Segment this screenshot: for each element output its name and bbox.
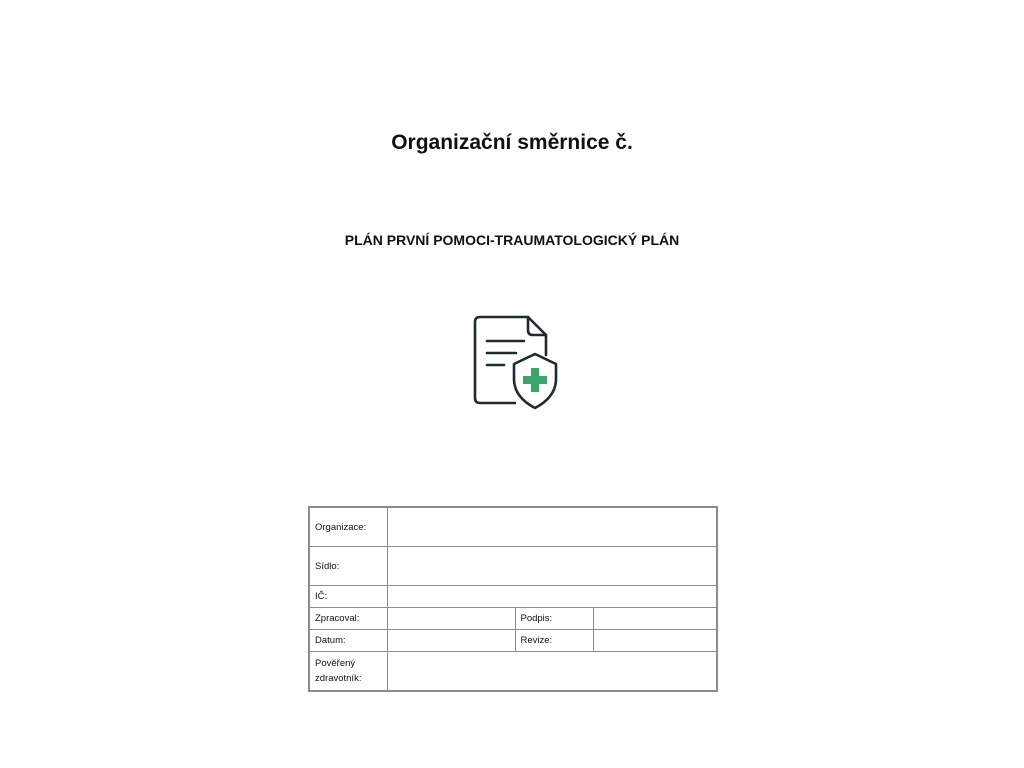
- ic-label: IČ:: [309, 586, 387, 608]
- sidlo-field[interactable]: [387, 547, 717, 586]
- document-title: Organizační směrnice č.: [391, 131, 633, 154]
- table-row-ic: [309, 586, 717, 608]
- ic-field[interactable]: [387, 586, 717, 608]
- povereny-zdravotnik-field[interactable]: [387, 652, 717, 692]
- datum-label: Datum:: [309, 630, 387, 652]
- table-row-datum: [309, 630, 717, 652]
- table-row-organizace: [309, 507, 717, 547]
- organizace-label: Organizace:: [309, 507, 387, 547]
- sidlo-label: Sídlo:: [309, 547, 387, 586]
- organizace-field[interactable]: [387, 507, 717, 547]
- zpracoval-field[interactable]: [387, 608, 515, 630]
- document-subtitle: PLÁN PRVNÍ POMOCI-TRAUMATOLOGICKÝ PLÁN: [344, 232, 680, 248]
- organization-info-table: [308, 506, 718, 692]
- povereny-label-line1: Pověřený: [315, 658, 356, 669]
- document-shield-medical-cross-icon: [470, 313, 562, 411]
- revize-label: Revize:: [515, 630, 593, 652]
- povereny-label-line2: zdravotník:: [315, 673, 362, 684]
- datum-field[interactable]: [387, 630, 515, 652]
- povereny-zdravotnik-label: [309, 652, 387, 692]
- table-row-povereny-zdravotnik: [309, 652, 717, 692]
- table-row-sidlo: [309, 547, 717, 586]
- revize-field[interactable]: [593, 630, 717, 652]
- podpis-label: Podpis:: [515, 608, 593, 630]
- podpis-field[interactable]: [593, 608, 717, 630]
- table-row-zpracoval: [309, 608, 717, 630]
- zpracoval-label: Zpracoval:: [309, 608, 387, 630]
